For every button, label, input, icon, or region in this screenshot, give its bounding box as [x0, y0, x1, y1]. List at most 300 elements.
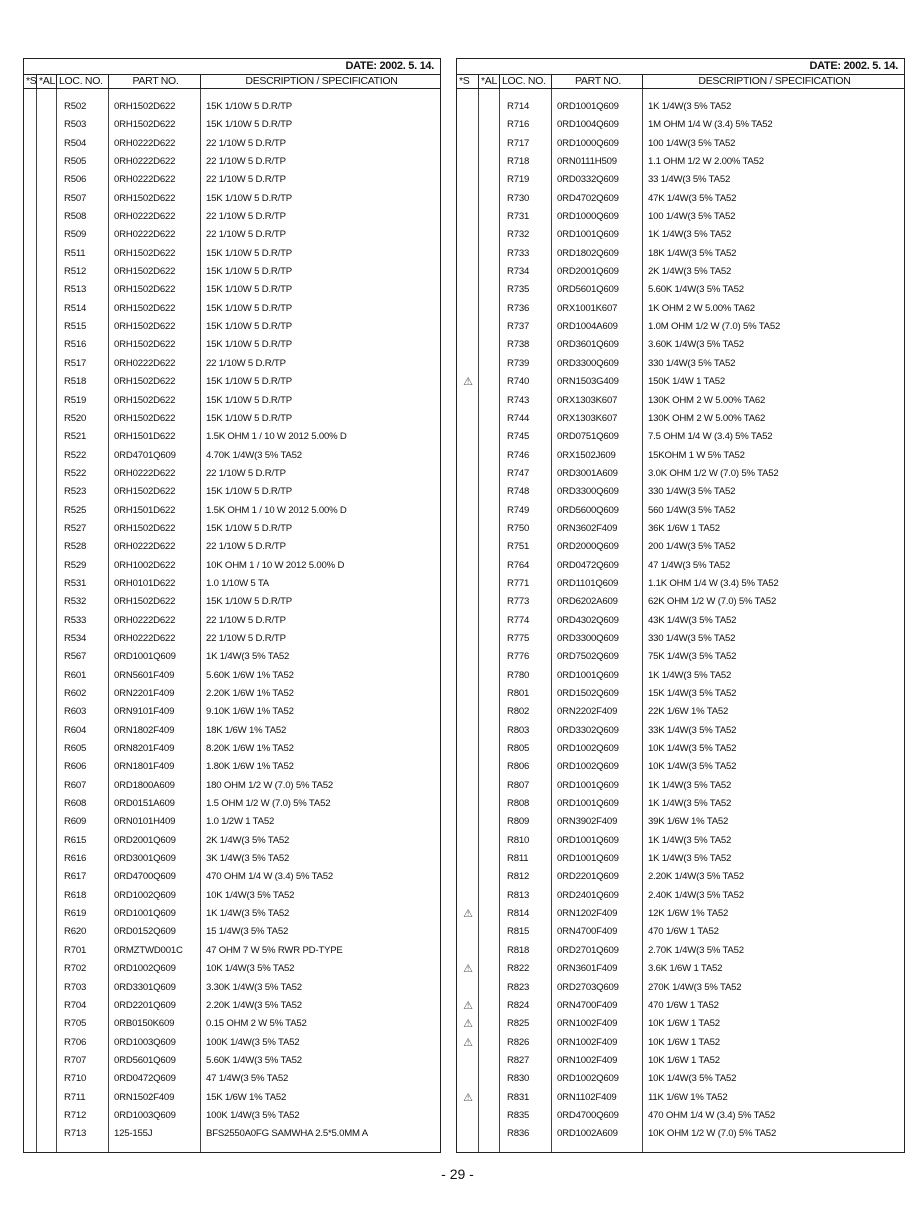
al-cell — [479, 923, 500, 941]
loc-no-cell: R707 — [64, 1054, 87, 1066]
al-cell — [37, 520, 57, 538]
al-cell — [37, 685, 57, 703]
table-row — [24, 336, 440, 354]
description-cell: 15K 1/10W 5 D.R/TP — [206, 394, 292, 406]
loc-no-cell: R603 — [64, 706, 87, 718]
al-cell — [479, 281, 500, 299]
table-row — [24, 153, 440, 171]
part-no-cell: 0RN0101H409 — [114, 816, 176, 828]
al-cell — [479, 795, 500, 813]
page-number: - 29 - — [441, 1166, 474, 1182]
al-cell — [37, 832, 57, 850]
al-cell — [37, 850, 57, 868]
table-row — [457, 685, 904, 703]
part-no-cell: 0RN2202F409 — [557, 706, 618, 718]
safety-mark-icon — [24, 538, 37, 556]
description-cell: 36K 1/6W 1 TA52 — [648, 522, 720, 534]
safety-mark-icon — [24, 703, 37, 721]
description-cell: 330 1/4W(3 5% TA52 — [648, 486, 736, 498]
al-cell — [37, 171, 57, 189]
loc-no-cell: R738 — [507, 339, 530, 351]
loc-no-cell: R703 — [64, 981, 87, 993]
safety-mark-icon: ⚠ — [463, 908, 473, 921]
part-no-cell: 0RN4700F409 — [557, 926, 618, 938]
loc-no-cell: R780 — [507, 669, 530, 681]
part-no-cell: 0RD1002Q609 — [557, 761, 619, 773]
al-cell — [37, 979, 57, 997]
description-cell: 1K 1/4W(3 5% TA52 — [648, 834, 732, 846]
loc-no-cell: R719 — [507, 174, 530, 186]
al-cell — [37, 300, 57, 318]
part-no-cell: 0RD1502Q609 — [557, 688, 619, 699]
safety-mark-icon — [24, 557, 37, 575]
loc-no-cell: R567 — [64, 651, 87, 663]
part-no-cell: 0RD3300Q609 — [557, 632, 619, 644]
part-no-cell: 0RD7502Q609 — [557, 651, 619, 663]
description-cell: 4.70K 1/4W(3 5% TA52 — [206, 449, 302, 461]
part-no-cell: 0RD1002Q609 — [114, 889, 176, 901]
loc-no-cell: R701 — [64, 944, 87, 956]
al-cell — [479, 667, 500, 685]
description-cell: 15K 1/6W 1% TA52 — [206, 1091, 287, 1103]
al-cell — [37, 593, 57, 611]
description-cell: 10K 1/4W(3 5% TA52 — [206, 889, 295, 901]
part-no-cell: 0RD1001Q609 — [557, 669, 619, 681]
description-cell: 15K 1/10W 5 D.R/TP — [206, 266, 292, 278]
header-part-no: PART NO. — [109, 75, 201, 88]
description-cell: 39K 1/6W 1% TA52 — [648, 816, 729, 828]
loc-no-cell: R519 — [64, 394, 87, 406]
safety-mark-icon — [24, 648, 37, 666]
loc-no-cell: R618 — [64, 889, 87, 901]
table-row — [24, 190, 440, 208]
part-no-cell: 0RD3601Q609 — [557, 339, 619, 351]
table-row — [24, 960, 440, 978]
safety-mark-icon — [24, 98, 37, 116]
safety-mark-icon — [457, 465, 479, 483]
al-cell — [37, 447, 57, 465]
table-row — [457, 905, 904, 923]
table-row — [24, 447, 440, 465]
al-cell — [37, 190, 57, 208]
loc-no-cell: R505 — [64, 156, 87, 168]
description-cell: 62K OHM 1/2 W (7.0) 5% TA52 — [648, 596, 777, 608]
al-cell — [479, 410, 500, 428]
part-no-cell: 0RD1000Q609 — [557, 211, 619, 223]
description-cell: 100K 1/4W(3 5% TA52 — [206, 1036, 300, 1048]
part-no-cell: 0RB0150K609 — [114, 1018, 175, 1030]
header-part-no: PART NO. — [552, 75, 643, 88]
description-cell: 3.60K 1/4W(3 5% TA52 — [648, 339, 744, 351]
description-cell: 2.40K 1/4W(3 5% TA52 — [648, 889, 744, 901]
al-cell — [37, 1107, 57, 1125]
part-no-cell: 0RX1303K607 — [557, 394, 618, 406]
loc-no-cell: R748 — [507, 486, 530, 498]
part-no-cell: 0RH1502D622 — [114, 266, 176, 278]
loc-no-cell: R751 — [507, 541, 530, 553]
part-no-cell: 0RN0111H509 — [557, 156, 617, 168]
al-cell — [37, 135, 57, 153]
loc-no-cell: R818 — [507, 944, 530, 956]
safety-mark-icon — [457, 758, 479, 776]
safety-mark-icon — [457, 630, 479, 648]
loc-no-cell: R512 — [64, 266, 87, 278]
table-row — [457, 336, 904, 354]
part-no-cell: 0RD3300Q609 — [557, 486, 619, 498]
safety-mark-icon — [457, 428, 479, 446]
description-cell: 5.60K 1/4W(3 5% TA52 — [648, 284, 744, 296]
al-cell — [37, 575, 57, 593]
part-no-cell: 0RN1102F409 — [557, 1091, 617, 1103]
safety-mark-icon — [24, 887, 37, 905]
part-no-cell: 0RD0472Q609 — [557, 559, 619, 571]
al-cell — [479, 832, 500, 850]
loc-no-cell: R705 — [64, 1018, 87, 1030]
description-cell: 1M OHM 1/4 W (3.4) 5% TA52 — [648, 119, 773, 131]
safety-mark-icon — [24, 850, 37, 868]
loc-no-cell: R764 — [507, 559, 530, 571]
table-row — [24, 300, 440, 318]
table-row — [457, 1125, 904, 1143]
safety-mark-icon — [24, 685, 37, 703]
description-cell: 270K 1/4W(3 5% TA52 — [648, 981, 742, 993]
safety-mark-icon: ⚠ — [463, 1036, 473, 1049]
part-no-cell: 0RD1001Q609 — [557, 229, 619, 241]
loc-no-cell: R731 — [507, 211, 530, 223]
loc-no-cell: R606 — [64, 761, 87, 773]
safety-mark-icon — [24, 520, 37, 538]
al-cell — [37, 208, 57, 226]
date-label: DATE: 2002. 5. 14. — [809, 60, 898, 72]
al-cell — [37, 116, 57, 134]
loc-no-cell: R712 — [64, 1109, 87, 1121]
header-s: *S — [26, 75, 37, 87]
loc-no-cell: R744 — [507, 412, 530, 424]
safety-mark-icon — [24, 1070, 37, 1088]
safety-mark-icon — [24, 208, 37, 226]
description-cell: 11K 1/6W 1% TA52 — [648, 1091, 728, 1103]
al-cell — [37, 502, 57, 520]
loc-no-cell: R515 — [64, 321, 87, 333]
table-row — [24, 630, 440, 648]
table-row — [24, 502, 440, 520]
loc-no-cell: R815 — [507, 926, 530, 938]
part-no-cell: 0RD1001Q609 — [114, 908, 176, 920]
description-cell: 15K 1/10W 5 D.R/TP — [206, 247, 292, 259]
description-cell: BFS2550A0FG SAMWHA 2.5*5.0MM A — [206, 1128, 368, 1140]
description-cell: 1K 1/4W(3 5% TA52 — [648, 669, 732, 681]
description-cell: 15K 1/10W 5 D.R/TP — [206, 101, 292, 112]
al-cell — [37, 557, 57, 575]
safety-mark-icon: ⚠ — [463, 1018, 473, 1031]
loc-no-cell: R801 — [507, 688, 530, 699]
safety-mark-icon — [24, 226, 37, 244]
table-row — [24, 997, 440, 1015]
al-cell — [37, 336, 57, 354]
al-cell — [37, 318, 57, 336]
part-no-cell: 0RH0222D622 — [114, 156, 176, 168]
al-cell — [37, 428, 57, 446]
safety-mark-icon — [24, 116, 37, 134]
loc-no-cell: R523 — [64, 486, 87, 498]
loc-no-cell: R605 — [64, 743, 87, 755]
table-body — [457, 89, 904, 1152]
safety-mark-icon — [24, 465, 37, 483]
al-cell — [479, 300, 500, 318]
part-no-cell: 0RD1002A609 — [557, 1128, 618, 1140]
part-no-cell: 0RH0222D622 — [114, 229, 176, 241]
table-row — [24, 667, 440, 685]
safety-mark-icon — [457, 300, 479, 318]
part-no-cell: 0RH0222D622 — [114, 467, 176, 479]
table-row — [24, 208, 440, 226]
safety-mark-icon — [457, 685, 479, 703]
part-no-cell: 0RH1502D622 — [114, 192, 176, 204]
safety-mark-icon: ⚠ — [463, 999, 473, 1012]
description-cell: 470 1/6W 1 TA52 — [648, 999, 719, 1011]
al-cell — [479, 722, 500, 740]
part-no-cell: 0RN1502F409 — [114, 1091, 175, 1103]
table-row — [24, 557, 440, 575]
part-no-cell: 0RN4700F409 — [557, 999, 618, 1011]
loc-no-cell: R771 — [507, 577, 530, 589]
table-row — [457, 171, 904, 189]
part-no-cell: 0RH0222D622 — [114, 357, 176, 369]
loc-no-cell: R534 — [64, 632, 87, 644]
al-cell — [479, 392, 500, 410]
table-row — [24, 777, 440, 795]
loc-no-cell: R830 — [507, 1073, 530, 1085]
part-no-cell: 0RN1002F409 — [557, 1054, 618, 1066]
table-row — [457, 979, 904, 997]
description-cell: 15K 1/4W(3 5% TA52 — [648, 688, 737, 699]
part-no-cell: 0RN3601F409 — [557, 963, 618, 975]
description-cell: 1K 1/4W(3 5% TA52 — [648, 853, 732, 865]
description-cell: 1.5 OHM 1/2 W (7.0) 5% TA52 — [206, 798, 331, 810]
al-cell — [479, 1089, 500, 1107]
part-no-cell: 0RH1502D622 — [114, 321, 176, 333]
loc-no-cell: R608 — [64, 798, 87, 810]
table-row — [457, 502, 904, 520]
part-no-cell: 0RH1502D622 — [114, 302, 176, 314]
description-cell: 2K 1/4W(3 5% TA52 — [648, 266, 732, 278]
description-cell: 22 1/10W 5 D.R/TP — [206, 174, 286, 186]
loc-no-cell: R718 — [507, 156, 530, 168]
description-cell: 1K 1/4W(3 5% TA52 — [648, 101, 732, 112]
table-row — [24, 795, 440, 813]
safety-mark-icon — [457, 740, 479, 758]
safety-mark-icon — [24, 190, 37, 208]
safety-mark-icon — [457, 538, 479, 556]
description-cell: 200 1/4W(3 5% TA52 — [648, 541, 736, 553]
al-cell — [479, 226, 500, 244]
safety-mark-icon — [24, 758, 37, 776]
safety-mark-icon — [457, 171, 479, 189]
loc-no-cell: R522 — [64, 467, 87, 479]
safety-mark-icon — [457, 336, 479, 354]
loc-no-cell: R710 — [64, 1073, 87, 1085]
description-cell: 2.20K 1/6W 1% TA52 — [206, 688, 294, 699]
part-no-cell: 0RD1004A609 — [557, 321, 618, 333]
loc-no-cell: R737 — [507, 321, 530, 333]
table-row — [24, 758, 440, 776]
safety-mark-icon — [457, 208, 479, 226]
description-cell: 15K 1/10W 5 D.R/TP — [206, 321, 292, 333]
part-no-cell: 0RN9101F409 — [114, 706, 175, 718]
loc-no-cell: R749 — [507, 504, 530, 516]
al-cell — [479, 887, 500, 905]
description-cell: 10K 1/4W(3 5% TA52 — [206, 963, 295, 975]
al-cell — [479, 557, 500, 575]
part-no-cell: 0RH1502D622 — [114, 119, 176, 131]
safety-mark-icon — [457, 318, 479, 336]
table-row — [457, 832, 904, 850]
loc-no-cell: R609 — [64, 816, 87, 828]
loc-no-cell: R825 — [507, 1018, 530, 1030]
description-cell: 1K 1/4W(3 5% TA52 — [648, 229, 732, 241]
description-cell: 2.20K 1/4W(3 5% TA52 — [648, 871, 744, 883]
al-cell — [479, 740, 500, 758]
al-cell — [479, 1034, 500, 1052]
safety-mark-icon — [457, 226, 479, 244]
table-row — [457, 795, 904, 813]
safety-mark-icon — [457, 703, 479, 721]
safety-mark-icon — [24, 575, 37, 593]
table-row — [24, 98, 440, 116]
description-cell: 2.70K 1/4W(3 5% TA52 — [648, 944, 744, 956]
table-row — [457, 153, 904, 171]
description-cell: 10K 1/4W(3 5% TA52 — [648, 1073, 737, 1085]
al-cell — [37, 923, 57, 941]
description-cell: 1K OHM 2 W 5.00% TA62 — [648, 302, 755, 314]
table-title-bar — [457, 59, 904, 75]
al-cell — [37, 281, 57, 299]
loc-no-cell: R616 — [64, 853, 87, 865]
loc-no-cell: R813 — [507, 889, 530, 901]
loc-no-cell: R506 — [64, 174, 87, 186]
loc-no-cell: R704 — [64, 999, 87, 1011]
table-row — [457, 447, 904, 465]
part-no-cell: 0RH1502D622 — [114, 596, 176, 608]
description-cell: 100 1/4W(3 5% TA52 — [648, 137, 736, 149]
loc-no-cell: R747 — [507, 467, 530, 479]
al-cell — [37, 245, 57, 263]
al-cell — [479, 1070, 500, 1088]
loc-no-cell: R803 — [507, 724, 530, 736]
safety-mark-icon — [457, 447, 479, 465]
part-no-cell: 0RD1001Q609 — [557, 779, 619, 791]
description-cell: 47 OHM 7 W 5% RWR PD-TYPE — [206, 944, 343, 956]
loc-no-cell: R713 — [64, 1128, 87, 1140]
safety-mark-icon — [457, 135, 479, 153]
al-cell — [37, 758, 57, 776]
description-cell: 22 1/10W 5 D.R/TP — [206, 614, 286, 626]
safety-mark-icon — [24, 318, 37, 336]
table-row — [457, 630, 904, 648]
al-cell — [479, 116, 500, 134]
description-cell: 7.5 OHM 1/4 W (3.4) 5% TA52 — [648, 431, 773, 443]
al-cell — [37, 1015, 57, 1033]
part-no-cell: 0RH0101D622 — [114, 577, 176, 589]
al-cell — [37, 648, 57, 666]
description-cell: 15 1/4W(3 5% TA52 — [206, 926, 289, 938]
table-row — [457, 612, 904, 630]
part-no-cell: 0RD4701Q609 — [114, 449, 176, 461]
safety-mark-icon — [457, 593, 479, 611]
description-cell: 10K OHM 1/2 W (7.0) 5% TA52 — [648, 1128, 777, 1140]
part-no-cell: 0RH1502D622 — [114, 486, 176, 498]
al-cell — [479, 208, 500, 226]
safety-mark-icon — [457, 850, 479, 868]
safety-mark-icon — [24, 153, 37, 171]
description-cell: 15K 1/10W 5 D.R/TP — [206, 339, 292, 351]
description-cell: 470 OHM 1/4 W (3.4) 5% TA52 — [206, 871, 334, 883]
table-row — [24, 887, 440, 905]
safety-mark-icon — [457, 868, 479, 886]
al-cell — [37, 153, 57, 171]
part-no-cell: 0RD6202A609 — [557, 596, 618, 608]
description-cell: 1K 1/4W(3 5% TA52 — [648, 798, 732, 810]
loc-no-cell: R531 — [64, 577, 87, 589]
loc-no-cell: R619 — [64, 908, 87, 920]
al-cell — [37, 1052, 57, 1070]
description-cell: 1K 1/4W(3 5% TA52 — [206, 651, 290, 663]
al-cell — [479, 1125, 500, 1143]
table-row — [24, 1015, 440, 1033]
al-cell — [479, 960, 500, 978]
al-cell — [479, 135, 500, 153]
loc-no-cell: R604 — [64, 724, 87, 736]
description-cell: 470 OHM 1/4 W (3.4) 5% TA52 — [648, 1109, 776, 1121]
table-row — [457, 850, 904, 868]
part-no-cell: 0RH1502D622 — [114, 284, 176, 296]
description-cell: 15K 1/10W 5 D.R/TP — [206, 302, 292, 314]
part-no-cell: 0RH1502D622 — [114, 247, 176, 259]
loc-no-cell: R620 — [64, 926, 87, 938]
description-cell: 15KOHM 1 W 5% TA52 — [648, 449, 745, 461]
table-row — [457, 410, 904, 428]
safety-mark-icon — [24, 428, 37, 446]
part-no-cell: 0RN1002F409 — [557, 1036, 618, 1048]
table-row — [24, 428, 440, 446]
loc-no-cell: R826 — [507, 1036, 530, 1048]
loc-no-cell: R601 — [64, 669, 87, 681]
safety-mark-icon — [457, 153, 479, 171]
loc-no-cell: R805 — [507, 743, 530, 755]
part-no-cell: 0RH0222D622 — [114, 174, 176, 186]
safety-mark-icon — [24, 979, 37, 997]
safety-mark-icon — [24, 960, 37, 978]
part-no-cell: 0RD1001Q609 — [114, 651, 176, 663]
loc-no-cell: R607 — [64, 779, 87, 791]
safety-mark-icon — [457, 483, 479, 501]
table-title-bar — [24, 59, 440, 75]
description-cell: 1.0 1/10W 5 TA — [206, 577, 269, 589]
description-cell: 22 1/10W 5 D.R/TP — [206, 156, 286, 168]
table-row — [24, 483, 440, 501]
loc-no-cell: R776 — [507, 651, 530, 663]
al-cell — [479, 905, 500, 923]
loc-no-cell: R711 — [64, 1091, 86, 1103]
part-no-cell: 0RD1800A609 — [114, 779, 175, 791]
description-cell: 100K 1/4W(3 5% TA52 — [206, 1109, 300, 1121]
al-cell — [479, 520, 500, 538]
loc-no-cell: R504 — [64, 137, 87, 149]
al-cell — [479, 190, 500, 208]
al-cell — [37, 1034, 57, 1052]
safety-mark-icon — [24, 392, 37, 410]
al-cell — [479, 502, 500, 520]
